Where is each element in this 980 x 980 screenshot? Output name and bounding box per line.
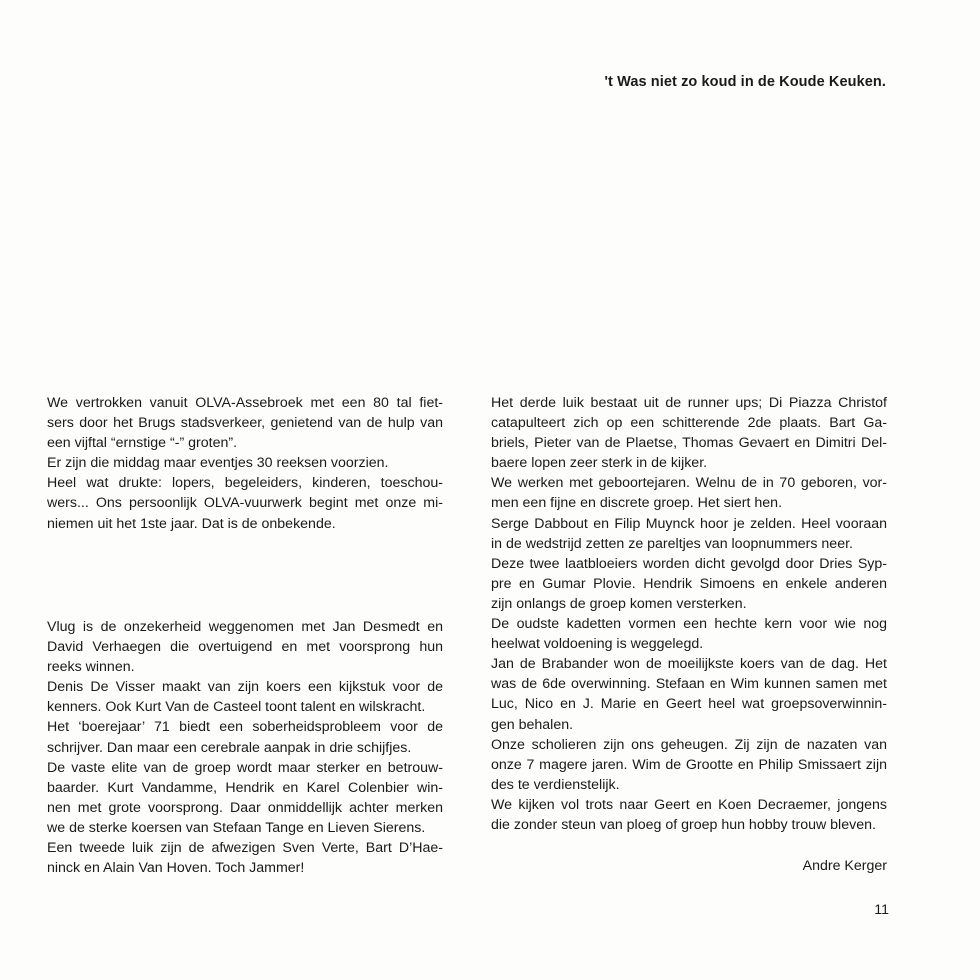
text-line: pre en Gumar Plovie. Hendrik Simoens en enkele anderen [491,575,887,592]
author-name: Andre Kerger [802,858,887,874]
text-line: kenners. Ook Kurt Van de Casteel toont talent en wilskracht. [47,699,426,716]
text-line: baere lopen zeer sterk in de kijker. [491,455,708,472]
text-line: ninck en Alain Van Hoven. Toch Jammer! [47,860,305,877]
text-line: briels, Pieter van de Plaetse, Thomas Gevaert en Dimitri Del- [491,435,887,452]
text-line: wers... Ons persoonlijk OLVA-vuurwerk begint met onze mi- [47,495,443,512]
text-line: heelwat voldoening is weggelegd. [491,636,704,653]
text-line: zijn onlangs de groep komen versterken. [491,595,747,612]
text-line: reeks winnen. [47,659,135,676]
text-line: niemen uit het 1ste jaar. Dat is de onbekende. [47,515,336,532]
text-line: We kijken vol trots naar Geert en Koen Decraemer, jongens [491,796,887,813]
left-column-paragraph-2 [47,617,443,878]
text-line: Vlug is de onzekerheid weggenomen met Jan Desmedt en [47,619,443,635]
text-line: Deze twee laatbloeiers worden dicht gevolgd door Dries Syp- [491,555,887,572]
text-line: Onze scholieren zijn ons geheugen. Zij zijn de nazaten van [491,736,887,753]
text-line: Er zijn die middag maar eventjes 30 reeksen voorzien. [47,455,389,472]
text-line: Het derde luik bestaat uit de runner ups; Di Piazza Christof [491,395,887,411]
text-line: des te verdienstelijk. [491,776,620,793]
text-line: gen behalen. [491,716,574,733]
text-line: die zonder steun van ploeg of groep hun hobby trouw bleven. [491,816,876,833]
text-line: David Verhaegen die overtuigend en met voorsprong hun [47,639,443,656]
text-line: schrijver. Dan maar een cerebrale aanpak in drie schijfjes. [47,739,412,756]
text-line: Heel wat drukte: lopers, begeleiders, kinderen, toeschou- [47,475,443,492]
text-line: in de wedstrijd zetten ze pareltjes van loopnummers neer. [491,535,853,552]
text-line: een vijftal “ernstige “-” groten”. [47,435,238,452]
text-line: Het ‘boerejaar’ 71 biedt een soberheidsprobleem voor de [47,719,443,736]
left-column-paragraph-1 [47,393,443,534]
text-line: Denis De Visser maakt van zijn koers een kijkstuk voor de [47,679,443,696]
text-line: we de sterke koersen van Stefaan Tange en Lieven Sierens. [47,819,426,836]
text-line: was de 6de overwinning. Stefaan en Wim kunnen samen met [491,676,887,693]
text-line: We werken met geboortejaren. Welnu de in 70 geboren, vor- [491,475,887,492]
text-line: catapulteert zich op een schitterende 2de plaats. Bart Ga- [491,415,887,432]
text-line: sers door het Brugs stadsverkeer, genietend van de hulp van [47,415,443,432]
right-column-text [491,393,887,835]
text-line: baarder. Kurt Vandamme, Hendrik en Karel Colenbier win- [47,779,443,796]
text-line: onze 7 magere jaren. Wim de Grootte en Philip Smissaert zijn [491,756,887,773]
text-line: Luc, Nico en J. Marie en Geert heel wat groepsoverwinnin- [491,696,887,713]
text-line: De vaste elite van de groep wordt maar sterker en betrouw- [47,759,443,776]
article-title: 't Was niet zo koud in de Koude Keuken. [604,74,886,90]
text-line: De oudste kadetten vormen een hechte kern voor wie nog [491,616,887,633]
page-number: 11 [874,902,889,918]
text-line: Jan de Brabander won de moeilijkste koers van de dag. Het [491,656,887,673]
text-line: Een tweede luik zijn de afwezigen Sven Verte, Bart D’Hae- [47,840,443,857]
text-line: men een fijne en discrete groep. Het siert hen. [491,495,783,512]
text-line: Serge Dabbout en Filip Muynck hoor je zelden. Heel vooraan [491,515,887,532]
text-line: We vertrokken vanuit OLVA-Assebroek met een 80 tal fiet- [47,395,443,411]
text-line: nen met grote voorsprong. Daar onmiddellijk achter merken [47,799,443,816]
